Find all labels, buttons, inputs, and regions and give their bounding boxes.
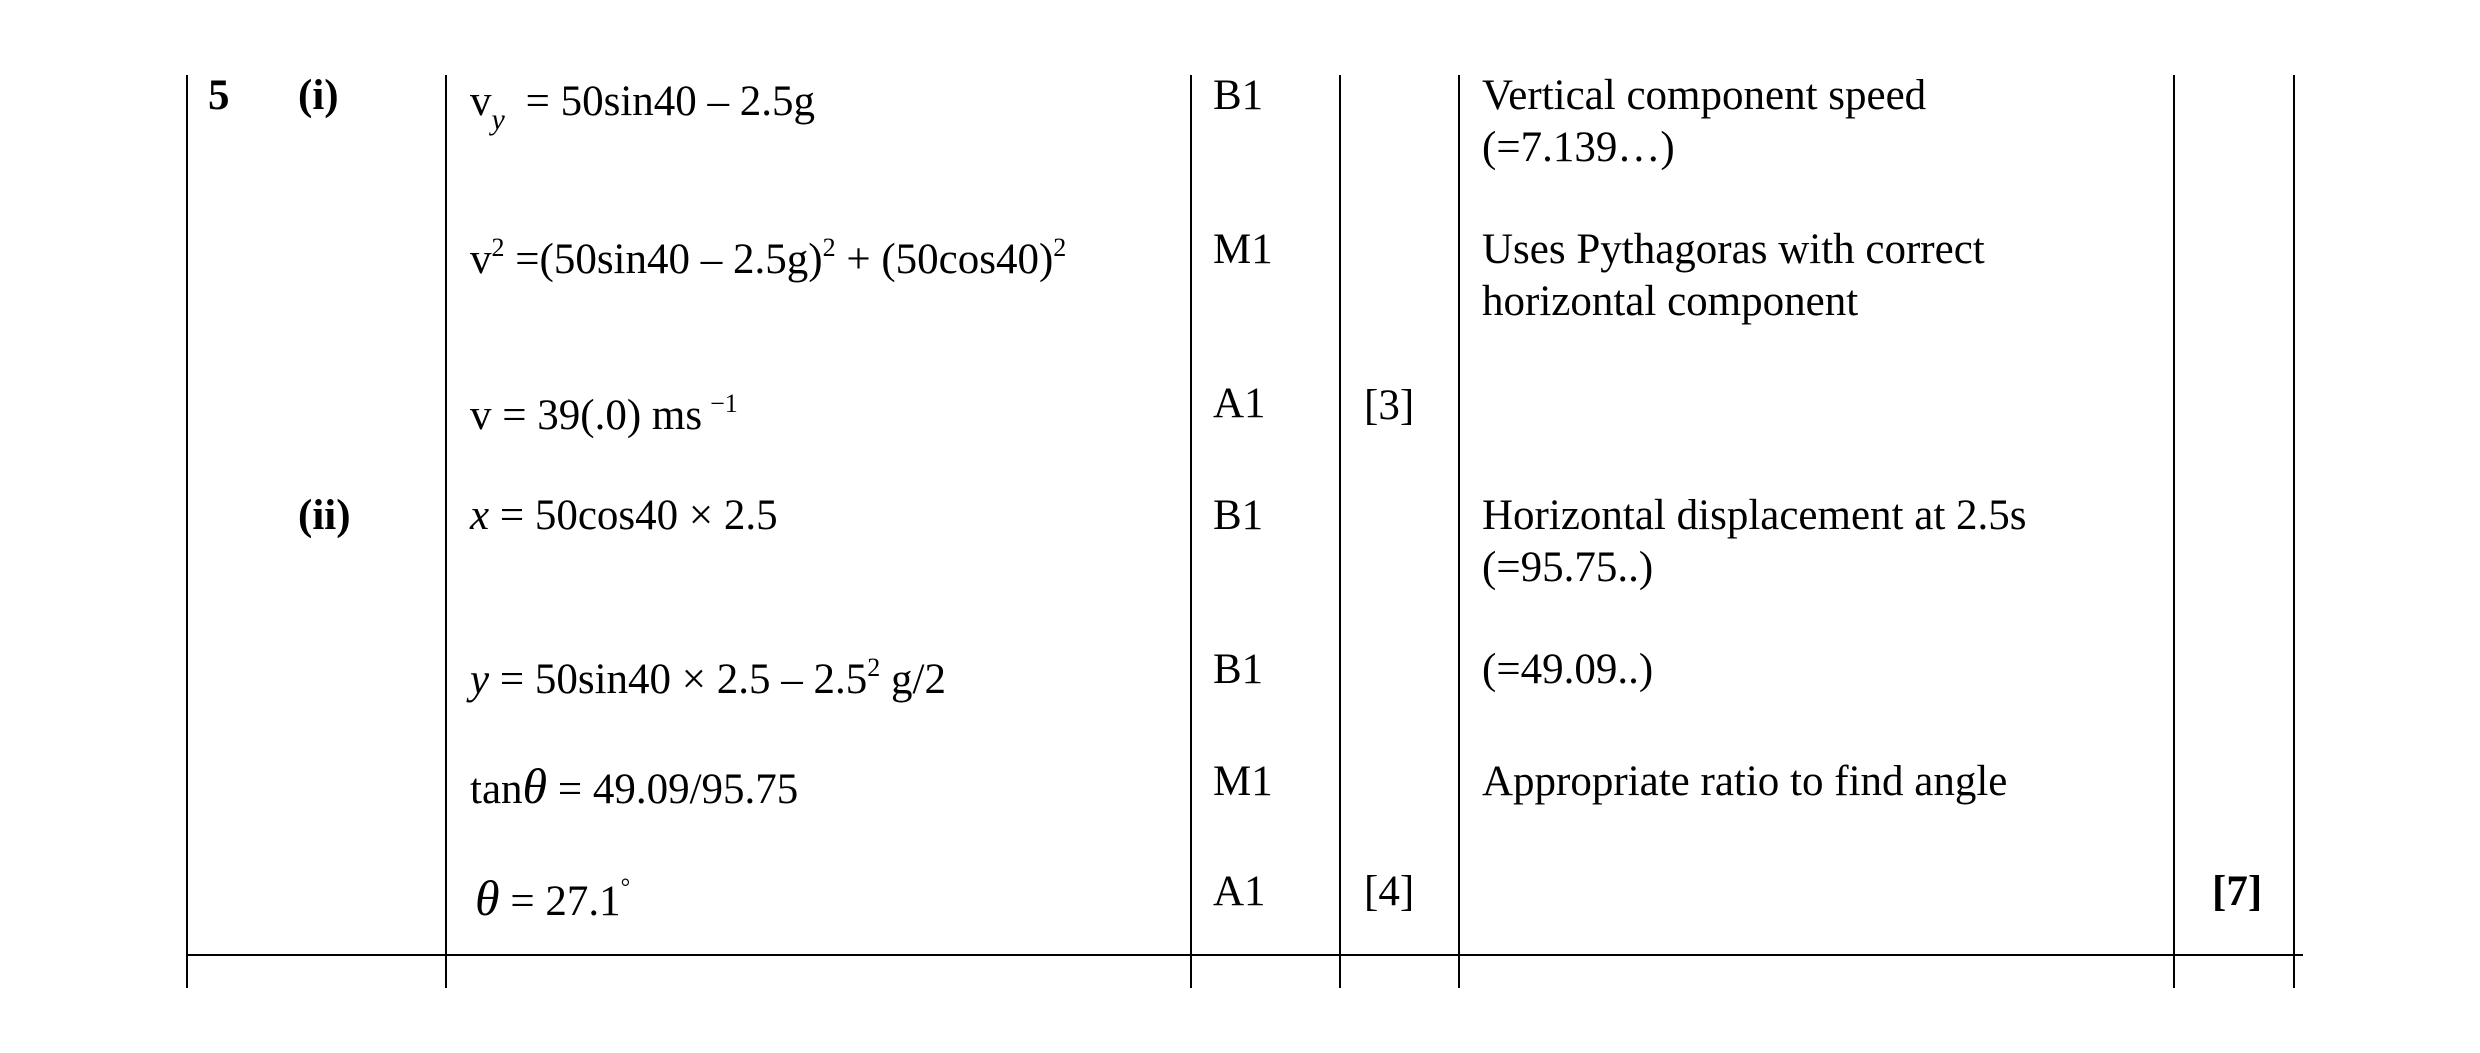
answer-x: x = 50cos40 × 2.5	[470, 492, 778, 539]
guidance-text: horizontal component	[1482, 278, 1859, 325]
guidance-text: (=7.139…)	[1482, 124, 1675, 171]
column-divider-marks	[1190, 75, 1192, 988]
answer-tan-theta: tanθ = 49.09/95.75	[470, 758, 799, 814]
part-label-i: (i)	[298, 72, 339, 119]
guidance-text: Uses Pythagoras with correct	[1482, 226, 1985, 273]
answer-y: $y = 50\sin 40 \times 2.5 - 2.5^2$ g/2	[470, 653, 946, 703]
row-bottom-border	[186, 954, 2303, 956]
mark-code: M1	[1213, 758, 1273, 805]
part-total-i: [3]	[1364, 382, 1415, 429]
column-divider-answer	[445, 75, 447, 988]
guidance-text: Horizontal displacement at 2.5s	[1482, 492, 2027, 539]
part-total-ii: [4]	[1364, 868, 1415, 915]
question-number: 5	[208, 72, 230, 119]
mark-code: B1	[1213, 72, 1264, 119]
mark-code: M1	[1213, 226, 1273, 273]
column-divider-guidance	[1458, 75, 1460, 988]
answer-theta: θ = 27.1°	[475, 870, 631, 926]
guidance-text: Appropriate ratio to find angle	[1482, 758, 2008, 805]
answer-vy: $v_y = 50\sin 40 - 2.5g$	[470, 78, 816, 136]
mark-code: B1	[1213, 492, 1264, 539]
answer-v-squared: $v^2 =(50\sin 40 - 2.5g)^2 + (50\cos 40)^2$	[470, 233, 1067, 283]
table-border-left	[186, 75, 188, 988]
guidance-text: (=49.09..)	[1482, 646, 1654, 693]
column-divider-part-total	[1339, 75, 1341, 988]
column-divider-total	[2173, 75, 2175, 988]
guidance-text: Vertical component speed	[1482, 72, 1927, 119]
part-label-ii: (ii)	[298, 492, 351, 539]
table-border-right	[2293, 75, 2295, 988]
mark-code: A1	[1213, 380, 1266, 427]
mark-code: B1	[1213, 646, 1264, 693]
mark-code: A1	[1213, 868, 1266, 915]
question-total: [7]	[2212, 868, 2263, 915]
answer-v: v = 39(.0) ms $^{-1}$	[470, 389, 738, 439]
guidance-text: (=95.75..)	[1482, 544, 1654, 591]
